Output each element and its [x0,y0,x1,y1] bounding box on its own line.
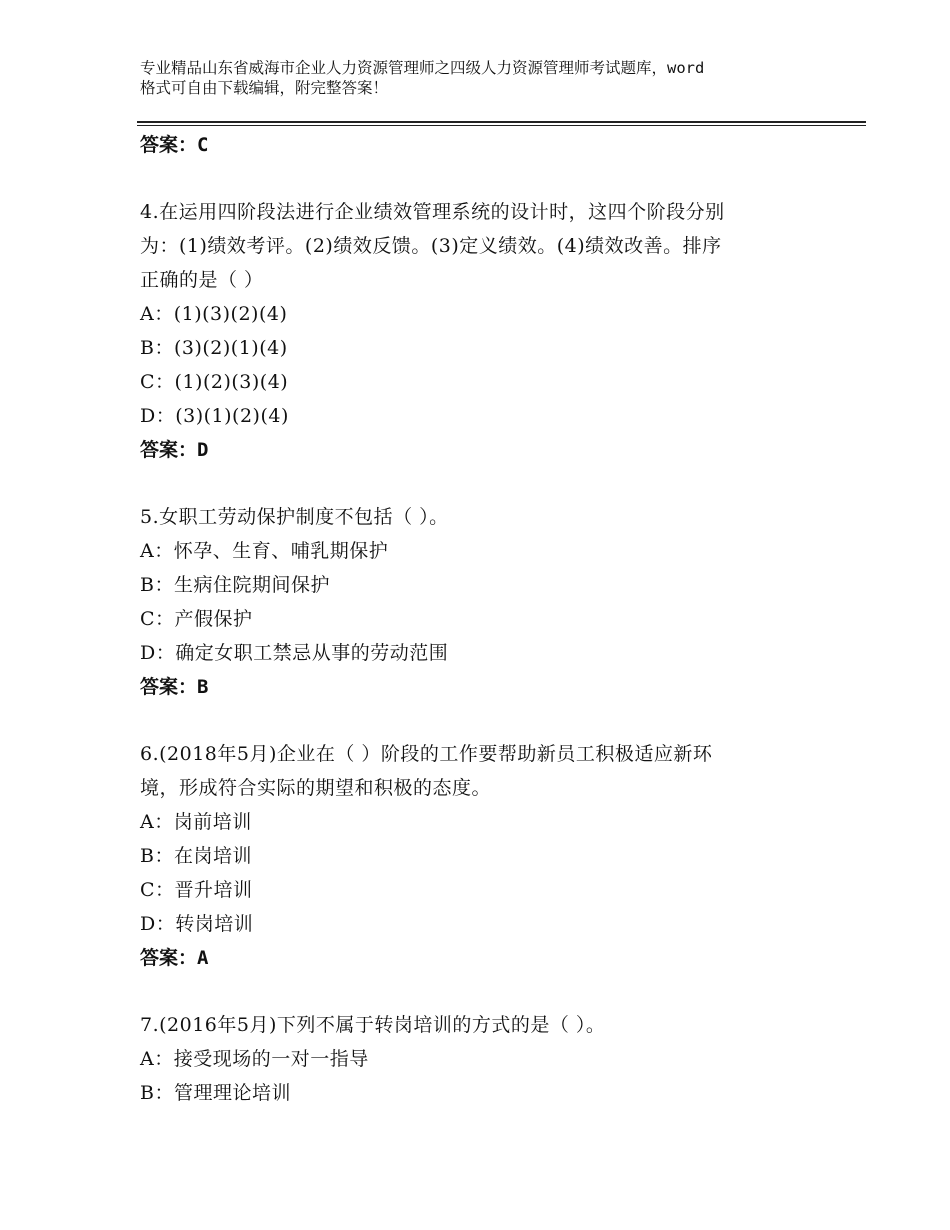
option-a: A：(1)(3)(2)(4) [140,303,288,325]
document-header [140,58,830,98]
question-stem-line: 5.女职工劳动保护制度不包括（ ）。 [140,506,449,528]
spacer [140,467,840,500]
option-c: C：产假保护 [140,608,253,630]
option-d: D：转岗培训 [140,913,254,935]
question-5 [140,500,840,704]
spacer [140,704,840,737]
option-b: B：在岗培训 [140,845,252,867]
spacer [140,162,840,195]
question-stem-line: 7.(2016年5月)下列不属于转岗培训的方式的是（ ）。 [140,1014,606,1036]
question-7 [140,1008,840,1110]
option-c: C：晋升培训 [140,879,253,901]
question-stem-line: 4.在运用四阶段法进行企业绩效管理系统的设计时，这四个阶段分别 [140,201,725,223]
option-d: D：确定女职工禁忌从事的劳动范围 [140,642,449,664]
header-line-1: 专业精品山东省威海市企业人力资源管理师之四级人力资源管理师考试题库，word [140,59,705,77]
answer: 答案：B [140,676,209,698]
document-body [140,128,840,1110]
option-c: C：(1)(2)(3)(4) [140,371,289,393]
option-b: B：生病住院期间保护 [140,574,330,596]
option-d: D：(3)(1)(2)(4) [140,405,289,427]
option-a: A：怀孕、生育、哺乳期保护 [140,540,389,562]
header-rule-thin [137,125,866,126]
question-stem-line: 境，形成符合实际的期望和积极的态度。 [140,777,492,799]
option-a: A：接受现场的一对一指导 [140,1048,369,1070]
question-4 [140,195,840,467]
option-a: A：岗前培训 [140,811,252,833]
question-stem-line: 正确的是（ ） [140,269,264,291]
option-b: B：(3)(2)(1)(4) [140,337,288,359]
question-6 [140,737,840,975]
spacer [140,975,840,1008]
question-stem-line: 为：(1)绩效考评。(2)绩效反馈。(3)定义绩效。(4)绩效改善。排序 [140,235,722,257]
answer: 答案：A [140,947,209,969]
header-line-2: 格式可自由下载编辑，附完整答案！ [140,79,389,97]
question-stem-line: 6.(2018年5月)企业在（ ）阶段的工作要帮助新员工积极适应新环 [140,743,713,765]
header-rule-thick [137,121,866,123]
option-b: B：管理理论培训 [140,1082,291,1104]
answer: 答案：D [140,439,209,461]
previous-answer: 答案：C [140,134,209,156]
